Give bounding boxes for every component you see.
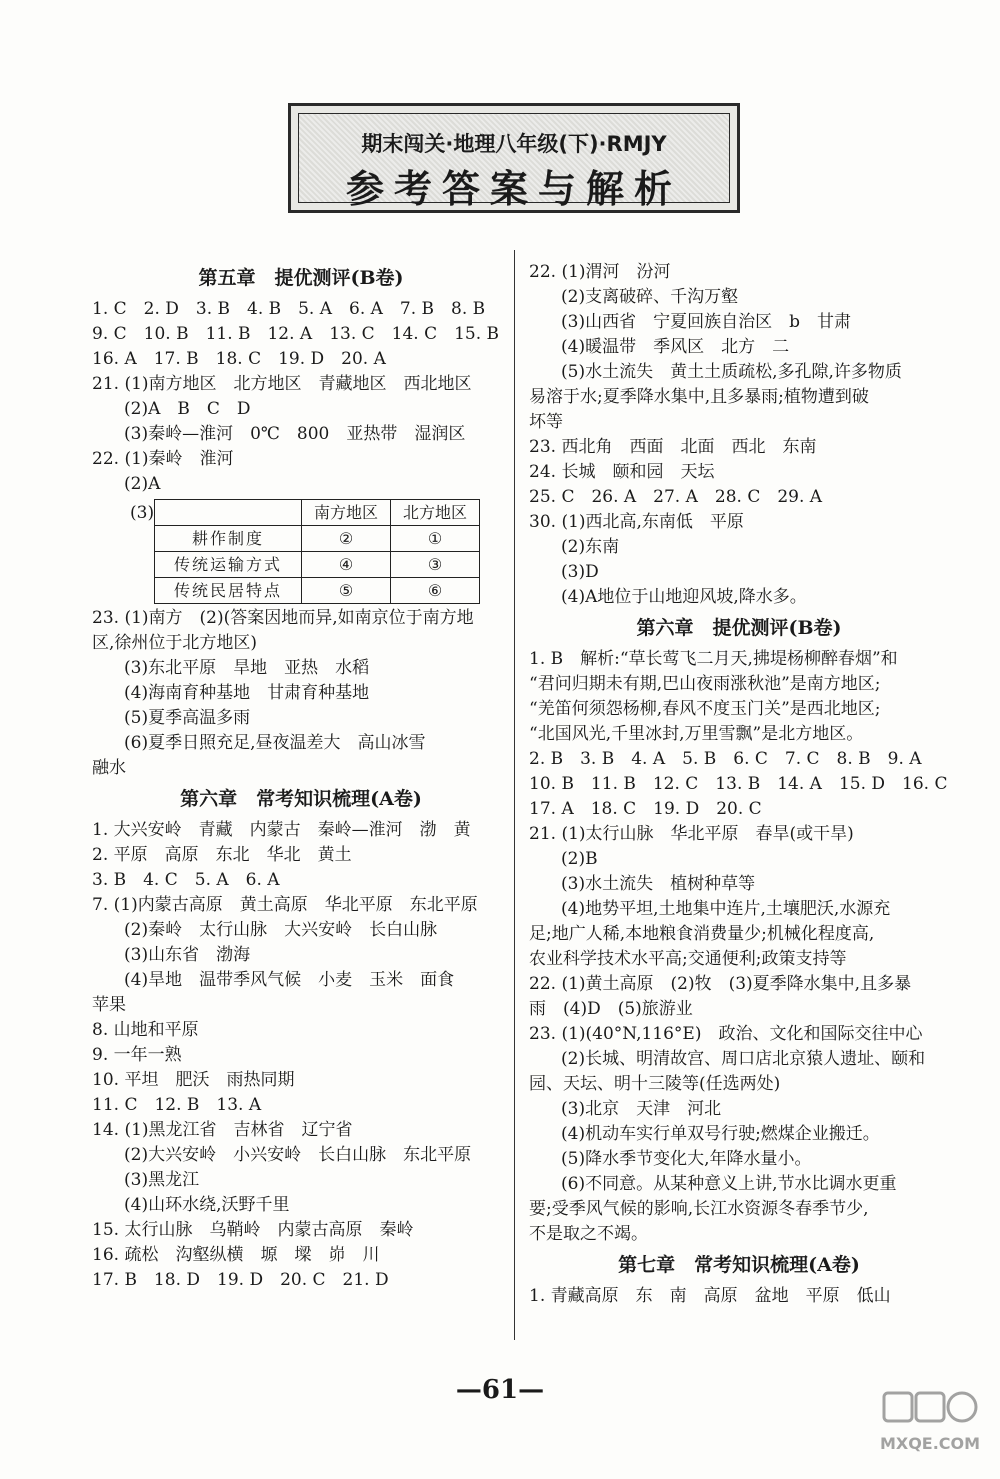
section-heading: 第六章 常考知识梳理(A卷) xyxy=(180,788,422,810)
svg-text:MXQE.COM: MXQE.COM xyxy=(880,1434,980,1453)
answer-line: 22. (1)渭河 汾河 xyxy=(529,262,671,282)
answer-line: (3)秦岭—淮河 0℃ 800 亚热带 湿润区 xyxy=(124,424,466,444)
table-question-number: (3) xyxy=(130,503,155,523)
answer-line: 25. C 26. A 27. A 28. C 29. A xyxy=(529,487,823,507)
table-row xyxy=(155,552,480,578)
section-heading: 第五章 提优测评(B卷) xyxy=(198,267,404,289)
answer-line: 农业科学技术水平高;交通便利;政策支持等 xyxy=(529,949,847,969)
comparison-table-wrap xyxy=(92,499,510,604)
answer-line: (4)海南育种基地 甘肃育种基地 xyxy=(124,683,370,703)
answer-line: (4)暖温带 季风区 北方 二 xyxy=(561,337,790,357)
answer-line: (3)黑龙江 xyxy=(124,1170,200,1190)
answer-line: 17. A 18. C 19. D 20. C xyxy=(529,799,762,819)
table-cell: ③ xyxy=(391,552,480,578)
book-subtitle: 期末闯关·地理八年级(下)·RMJY xyxy=(361,132,667,156)
answer-line: 不是取之不竭。 xyxy=(529,1224,648,1244)
answer-line: (2)东南 xyxy=(561,537,620,557)
answer-line: 7. (1)内蒙古高原 黄土高原 华北平原 东北平原 xyxy=(92,895,478,915)
answer-line: (4)机动车实行单双号行驶;燃煤企业搬迁。 xyxy=(561,1124,880,1144)
table-header-cell: 南方地区 xyxy=(302,500,391,526)
answer-line: “羌笛何须怨杨柳,春风不度玉门关”是西北地区; xyxy=(529,699,881,719)
answer-line: (2)A xyxy=(124,474,161,494)
title-banner-inner xyxy=(298,113,730,211)
answer-line: (3)水土流失 植树种草等 xyxy=(561,874,756,894)
table-cell: ④ xyxy=(302,552,391,578)
answer-line: 16. A 17. B 18. C 19. D 20. A xyxy=(92,349,386,369)
answer-line: 2. 平原 高原 东北 华北 黄土 xyxy=(92,845,352,865)
answer-line: 22. (1)秦岭 淮河 xyxy=(92,449,234,469)
answer-line: (2)大兴安岭 小兴安岭 长白山脉 东北平原 xyxy=(124,1145,472,1165)
answer-line: 17. B 18. D 19. D 20. C 21. D xyxy=(92,1270,389,1290)
answer-line: 园、天坛、明十三陵等(任选两处) xyxy=(529,1074,781,1094)
answer-line: 9. 一年一熟 xyxy=(92,1045,182,1065)
table-cell: ② xyxy=(302,526,391,552)
answer-line: (3)北京 天津 河北 xyxy=(561,1099,722,1119)
answer-line: “君问归期未有期,巴山夜雨涨秋池”是南方地区; xyxy=(529,674,881,694)
answer-line: 1. B 解析:“草长莺飞二月天,拂堤杨柳醉春烟”和 xyxy=(529,649,898,669)
answer-line: 足;地广人稀,本地粮食消费量少;机械化程度高, xyxy=(529,924,875,944)
answer-line: (2)秦岭 太行山脉 大兴安岭 长白山脉 xyxy=(124,920,438,940)
answer-line: “北国风光,千里冰封,万里雪飘”是北方地区。 xyxy=(529,724,864,744)
answer-line: (3)东北平原 旱地 亚热 水稻 xyxy=(124,658,370,678)
answer-line: 23. (1)南方 (2)(答案因地而异,如南京位于南方地 xyxy=(92,608,474,628)
answer-line: 14. (1)黑龙江省 吉林省 辽宁省 xyxy=(92,1120,353,1140)
table-row xyxy=(155,526,480,552)
answer-line: 易溶于水;夏季降水集中,且多暴雨;植物遭到破 xyxy=(529,387,869,407)
answer-line: (5)降水季节变化大,年降水量小。 xyxy=(561,1149,812,1169)
answer-line: 10. 平坦 肥沃 雨热同期 xyxy=(92,1070,295,1090)
answer-line: 3. B 4. C 5. A 6. A xyxy=(92,870,280,890)
table-cell: 耕作制度 xyxy=(155,526,302,552)
watermark-logo xyxy=(880,1389,980,1459)
table-header-cell: 北方地区 xyxy=(391,500,480,526)
answer-line: 要;受季风气候的影响,长江水资源冬春季节少, xyxy=(529,1199,869,1219)
column-divider xyxy=(514,250,515,1340)
table-row xyxy=(155,578,480,604)
table-cell: 传统运输方式 xyxy=(155,552,302,578)
comparison-table xyxy=(154,499,480,604)
answer-line: 30. (1)西北高,东南低 平原 xyxy=(529,512,744,532)
answer-line: 融水 xyxy=(92,758,126,778)
answer-line: 雨 (4)D (5)旅游业 xyxy=(529,999,693,1019)
page-number: —61— xyxy=(455,1375,545,1405)
answer-line: (5)夏季高温多雨 xyxy=(124,708,251,728)
answer-line: 苹果 xyxy=(92,995,126,1015)
answer-line: (2)A B C D xyxy=(124,399,251,419)
answer-line: (3)山东省 渤海 xyxy=(124,945,251,965)
answer-line: 1. C 2. D 3. B 4. B 5. A 6. A 7. B 8. B xyxy=(92,299,486,319)
answer-line: 2. B 3. B 4. A 5. B 6. C 7. C 8. B 9. A xyxy=(529,749,922,769)
table-cell: ⑥ xyxy=(391,578,480,604)
answer-line: 23. 西北角 西面 北面 西北 东南 xyxy=(529,437,817,457)
answer-line: (4)山环水绕,沃野千里 xyxy=(124,1195,290,1215)
page-title: 参考答案与解析 xyxy=(345,167,682,211)
right-column xyxy=(529,260,949,1309)
answer-line: 23. (1)(40°N,116°E) 政治、文化和国际交往中心 xyxy=(529,1024,923,1044)
answer-line: 1. 青藏高原 东 南 高原 盆地 平原 低山 xyxy=(529,1286,891,1306)
table-cell: 传统民居特点 xyxy=(155,578,302,604)
answer-line: 11. C 12. B 13. A xyxy=(92,1095,262,1115)
answer-line: (4)地势平坦,土地集中连片,土壤肥沃,水源充 xyxy=(561,899,891,919)
answer-line: (6)不同意。从某种意义上讲,节水比调水更重 xyxy=(561,1174,897,1194)
answer-line: 9. C 10. B 11. B 12. A 13. C 14. C 15. B xyxy=(92,324,500,344)
answer-line: 21. (1)南方地区 北方地区 青藏地区 西北地区 xyxy=(92,374,472,394)
answer-line: 16. 疏松 沟壑纵横 塬 墚 峁 川 xyxy=(92,1245,380,1265)
answer-line: 22. (1)黄土高原 (2)牧 (3)夏季降水集中,且多暴 xyxy=(529,974,912,994)
answer-line: (6)夏季日照充足,昼夜温差大 高山冰雪 xyxy=(124,733,426,753)
answer-line: 1. 大兴安岭 青藏 内蒙古 秦岭—淮河 渤 黄 xyxy=(92,820,471,840)
table-header-row xyxy=(155,500,480,526)
table-header-cell xyxy=(155,500,302,526)
table-cell: ① xyxy=(391,526,480,552)
answer-line: 8. 山地和平原 xyxy=(92,1020,199,1040)
answer-line: 21. (1)太行山脉 华北平原 春旱(或干旱) xyxy=(529,824,854,844)
section-heading: 第六章 提优测评(B卷) xyxy=(636,617,842,639)
left-column xyxy=(92,260,510,1293)
answer-line: 15. 太行山脉 乌鞘岭 内蒙古高原 秦岭 xyxy=(92,1220,414,1240)
answer-line: (4)A地位于山地迎风坡,降水多。 xyxy=(561,587,807,607)
answer-line: (2)支离破碎、千沟万壑 xyxy=(561,287,739,307)
answer-line: (5)水土流失 黄土土质疏松,多孔隙,许多物质 xyxy=(561,362,902,382)
section-heading: 第七章 常考知识梳理(A卷) xyxy=(618,1254,860,1276)
answer-line: (2)B xyxy=(561,849,598,869)
answer-line: (3)山西省 宁夏回族自治区 b 甘肃 xyxy=(561,312,851,332)
answer-line: 区,徐州位于北方地区) xyxy=(92,633,258,653)
answer-line: (2)长城、明清故宫、周口店北京猿人遗址、颐和 xyxy=(561,1049,926,1069)
table-cell: ⑤ xyxy=(302,578,391,604)
answer-line: (4)旱地 温带季风气候 小麦 玉米 面食 xyxy=(124,970,455,990)
answer-line: 坏等 xyxy=(529,412,563,432)
answer-line: 24. 长城 颐和园 天坛 xyxy=(529,462,715,482)
answer-line: 10. B 11. B 12. C 13. B 14. A 15. D 16. C xyxy=(529,774,948,794)
answer-line: (3)D xyxy=(561,562,599,582)
title-banner xyxy=(288,103,740,213)
